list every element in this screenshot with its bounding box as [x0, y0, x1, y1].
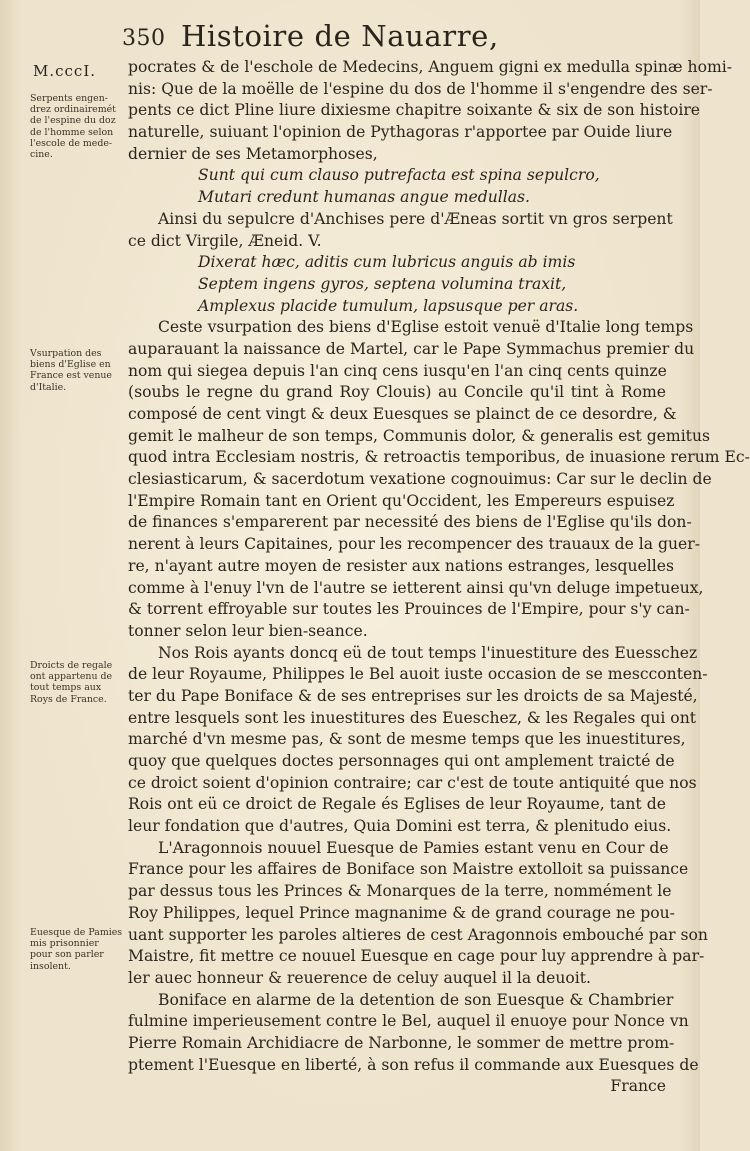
body-line: pents ce dict Pline liure dixiesme chapitre soixante & six de son histoire	[128, 101, 701, 120]
body-line: tonner selon leur bien-seance.	[128, 621, 368, 640]
body-line: de leur Royaume, Philippes le Bel auoit iuste occasion de se mescconten-	[128, 665, 708, 684]
body-line: Ainsi du sepulcre d'Anchises pere d'Æneas sortit vn gros serpent	[158, 209, 673, 228]
margin-note-line: Serpents engen-	[30, 93, 108, 104]
margin-note-line: d'Italie.	[30, 381, 67, 393]
body-line: composé de cent vingt & deux Euesques se plainct de ce desordre, &	[128, 405, 677, 423]
body-line: auparauant la naissance de Martel, car le Pape Symmachus premier du	[128, 339, 695, 358]
margin-note-line: pour son parler	[30, 949, 104, 961]
body-line: Pierre Romain Archidiacre de Narbonne, le sommer de mettre prom-	[128, 1033, 675, 1052]
body-line: Roy Philippes, lequel Prince magnanime & de grand courage ne pou-	[128, 903, 675, 922]
body-line: L'Aragonnois nouuel Euesque de Pamies estant venu en Cour de	[158, 838, 669, 857]
body-line: ler auec honneur & reuerence de celuy auquel il la deuoit.	[128, 968, 592, 987]
body-line: re, n'ayant autre moyen de resister aux nations estranges, lesquelles	[128, 556, 674, 575]
margin-note-line: France est venue	[30, 370, 112, 382]
body-line: (soubs le regne du grand Roy Clouis) au Concile qu'il tint à Rome	[128, 383, 666, 402]
body-line: leur fondation que d'autres, Quia Domini est terra, & plenitudo eius.	[128, 817, 672, 836]
body-line: de finances s'emparerent par necessité des biens de l'Eglise qu'ils don-	[128, 513, 692, 532]
margin-note-line: Droicts de regale	[30, 660, 113, 671]
body-line: Boniface en alarme de la detention de son Euesque & Chambrier	[158, 990, 674, 1009]
body-line: dernier de ses Metamorphoses,	[128, 144, 378, 163]
body-line: clesiasticarum, & sacerdotum vexatione cognouimus: Car sur le declin de	[128, 470, 712, 489]
body-line: nerent à leurs Capitaines, pour les recompencer des trauaux de la guer-	[128, 535, 701, 554]
page-number: 350	[122, 26, 166, 51]
body-line: pocrates & de l'eschole de Medecins, Anguem gigni ex medulla spinæ homi-	[128, 58, 732, 76]
catchword: France	[610, 1077, 666, 1096]
body-line: ce dict Virgile, Æneid. V.	[128, 231, 322, 250]
margin-note-line: Vsurpation des	[30, 348, 102, 359]
body-line: Rois ont eü ce droict de Regale és Eglises de leur Royaume, tant de	[128, 795, 666, 814]
margin-note-serpents	[30, 93, 116, 160]
body-line: Maistre, fit mettre ce nouuel Euesque en cage pour luy apprendre à par-	[128, 947, 705, 966]
body-line: l'Empire Romain tant en Orient qu'Occident, les Empereurs espuisez	[128, 491, 675, 510]
body-line: comme à l'enuy l'vn de l'autre se ietterent ainsi qu'vn deluge impetueux,	[128, 578, 704, 597]
body-line: nis: Que de la moëlle de l'espine du dos de l'homme il s'engendre des ser-	[128, 79, 713, 98]
margin-note-line: Roys de France.	[30, 693, 107, 705]
body-line: uant supporter les paroles altieres de cest Aragonnois embouché par son	[128, 925, 708, 944]
body-line: naturelle, suiuant l'opinion de Pythagoras r'apportee par Ouide liure	[128, 123, 673, 142]
margin-note-line: cine.	[30, 149, 53, 161]
running-title: Histoire de Nauarre,	[181, 19, 499, 53]
verse-line: Amplexus placide tumulum, lapsusque per aras.	[198, 296, 579, 315]
margin-note-line: de l'homme selon	[30, 126, 114, 138]
margin-note-line: drez ordinairemét	[30, 104, 116, 116]
body-line: ptement l'Euesque en liberté, à son refus il commande aux Euesques de	[128, 1055, 699, 1074]
margin-year: M.cccI.	[33, 62, 97, 80]
body-text	[128, 57, 750, 1098]
body-line: fulmine imperieusement contre le Bel, auquel il enuoye pour Nonce vn	[128, 1012, 689, 1031]
body-line: quod intra Ecclesiam nostris, & retroactis temporibus, de inuasione rerum Ec-	[128, 448, 750, 467]
body-line: quoy que quelques doctes personnages qui ont amplement traicté de	[128, 752, 675, 770]
body-line: par dessus tous les Princes & Monarques de la terre, nommément le	[128, 882, 672, 901]
body-line: & torrent effroyable sur toutes les Prouinces de l'Empire, pour s'y can-	[128, 600, 690, 619]
margin-note-vsurpation	[30, 348, 116, 393]
margin-note-line: tout temps aux	[30, 682, 102, 694]
margin-note-line: insolent.	[30, 960, 71, 972]
body-line: nom qui siegea depuis l'an cinq cens iusqu'en l'an cinq cents quinze	[128, 361, 667, 380]
verse-line: Mutari credunt humanas angue medullas.	[198, 188, 530, 207]
body-line: ter du Pape Boniface & de ses entreprises sur les droicts de sa Majesté,	[128, 686, 698, 705]
body-line: gemit le malheur de son temps, Communis dolor, & generalis est gemitus	[128, 426, 710, 445]
margin-note-euesque-pamies	[30, 927, 123, 972]
verse-line: Sunt qui cum clauso putrefacta est spina sepulcro,	[198, 166, 600, 185]
verse-line: Septem ingens gyros, septena volumina traxit,	[198, 274, 567, 293]
body-line: Ceste vsurpation des biens d'Eglise estoit venuë d'Italie long temps	[158, 318, 694, 337]
margin-note-line: biens d'Eglise en	[30, 359, 111, 371]
body-line: Nos Rois ayants doncq eü de tout temps l'inuestiture des Euesschez	[158, 643, 698, 662]
margin-note-line: de l'espine du doz	[30, 115, 116, 127]
margin-note-line: Euesque de Pamies	[30, 927, 123, 938]
body-line: marché d'vn mesme pas, & sont de mesme temps que les inuestitures,	[128, 730, 686, 749]
margin-note-line: ont appartenu de	[30, 671, 113, 683]
body-line: entre lesquels sont les inuestitures des Eueschez, & les Regales qui ont	[128, 708, 696, 727]
margin-note-line: l'escole de mede-	[30, 137, 113, 149]
margin-note-line: mis prisonnier	[30, 938, 99, 950]
margin-note-droicts-regale	[30, 660, 116, 705]
body-line: ce droict soient d'opinion contraire; car c'est de toute antiquité que nos	[128, 773, 697, 792]
verse-line: Dixerat hæc, aditis cum lubricus anguis ab imis	[198, 253, 576, 272]
body-line: France pour les affaires de Boniface son Maistre extolloit sa puissance	[128, 860, 689, 879]
